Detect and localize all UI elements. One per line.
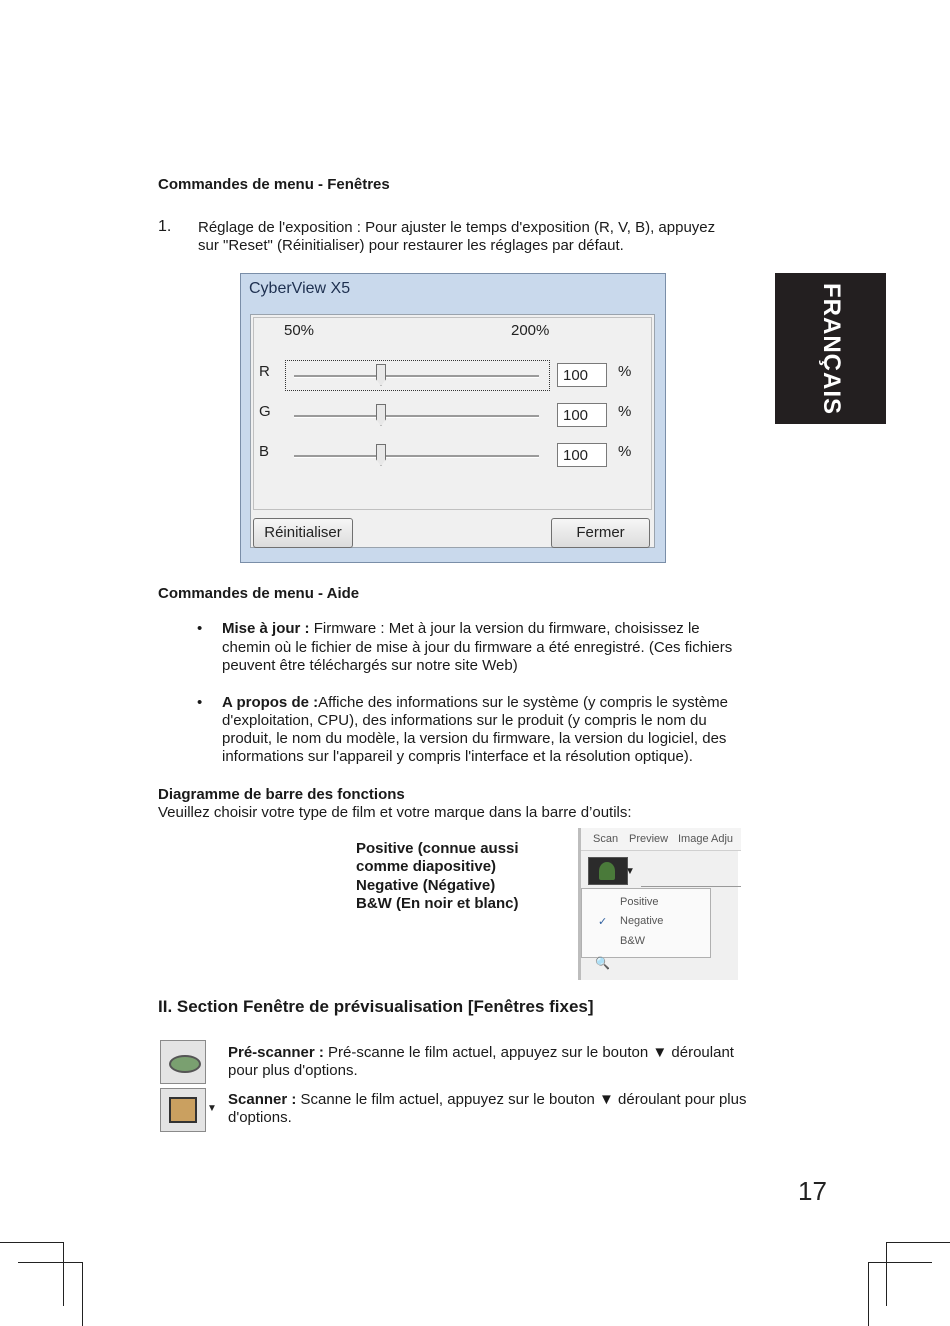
language-tab-label: FRANÇAIS [817,282,845,415]
prescan-title: Pré-scanner : [228,1044,324,1061]
menu-item-bw[interactable]: B&W [620,935,646,947]
channel-r-label: R [259,363,270,380]
crop-mark [886,1242,950,1243]
checkmark-icon: ✓ [598,916,608,928]
crop-mark [886,1242,887,1306]
prescan-line1 [228,1044,734,1062]
language-tab [775,273,886,424]
about-title: A propos de : [222,694,319,711]
film-strip-icon [169,1097,197,1123]
film-option-line3: Negative (Négative) [356,877,496,894]
scan-line1 [228,1091,746,1109]
bullet-dot: • [197,620,203,637]
about-line1 [222,694,728,712]
menu-item-positive[interactable]: Positive [620,896,659,908]
about-text: Affiche des informations sur le système (y compris le système [318,694,728,711]
channel-g-track [294,415,539,418]
windows-menu-heading: Commandes de menu - Fenêtres [158,176,390,193]
prescan-line2: pour plus d'options. [228,1062,358,1079]
close-button[interactable]: Fermer [551,518,650,548]
exposure-text-line2: sur "Reset" (Réinitialiser) pour restaurer les réglages par défaut. [198,237,624,254]
exposure-text-line1: Réglage de l'exposition : Pour ajuster le temps d'exposition (R, V, B), appuyez [198,219,716,236]
menu-item-negative[interactable]: Negative [620,915,664,927]
channel-g-input[interactable]: 100 [557,403,607,427]
film-icon-figure [599,862,615,880]
about-line2: d'exploitation, CPU), des informations sur le produit (y compris le nom du [222,712,707,729]
cyberview-dialog [240,273,666,563]
dialog-panel [250,314,655,548]
exposure-group [253,317,652,510]
scan-dropdown-arrow[interactable]: ▼ [207,1103,217,1114]
film-type-dropdown-arrow[interactable]: ▼ [625,866,635,877]
channel-b-label: B [259,443,270,460]
channel-b-track [294,455,539,458]
channel-r-track [294,375,539,378]
update-line3: peuvent être téléchargés sur notre site Web) [222,657,518,674]
crop-mark [18,1262,82,1263]
update-line1 [222,620,700,638]
update-text: Firmware : Met à jour la version du firmware, choisissez le [309,620,700,637]
channel-b-input[interactable]: 100 [557,443,607,467]
scan-line2: d'options. [228,1109,292,1126]
film-option-line4: B&W (En noir et blanc) [356,895,519,912]
channel-g-unit: % [618,403,632,420]
channel-g-label: G [259,403,271,420]
prescan-text: Pré-scanne le film actuel, appuyez sur le bouton ▼ déroulant [323,1044,734,1061]
scale-min-label: 50% [284,322,315,339]
help-menu-heading: Commandes de menu - Aide [158,585,360,602]
magnifier-icon[interactable]: 🔍 [595,956,610,970]
scan-icon[interactable] [160,1088,206,1132]
reset-button[interactable]: Réinitialiser [253,518,353,548]
film-option-line2: comme diapositive) [356,858,497,875]
prescan-icon[interactable] [160,1040,206,1084]
crop-mark [868,1262,869,1326]
about-line3: produit, le nom du modèle, la version du firmware, la version du logiciel, des [222,730,727,747]
bullet-dot: • [197,694,203,711]
scan-text: Scanne le film actuel, appuyez sur le bouton ▼ déroulant pour plus [296,1091,747,1108]
menu-image-adjust[interactable]: Image Adju [678,833,734,845]
channel-r-input[interactable]: 100 [557,363,607,387]
about-line4: informations sur l'appareil y compris l'interface et la résolution optique). [222,748,693,765]
toolbar-intro: Veuillez choisir votre type de film et votre marque dans la barre d’outils: [158,804,632,821]
crop-mark [63,1242,64,1306]
toolbar-screenshot [578,828,738,980]
scale-max-label: 200% [511,322,550,339]
toolbar-menubar [581,828,741,851]
preview-section-heading: II. Section Fenêtre de prévisualisation [Fenêtres fixes] [158,997,594,1016]
film-option-line1: Positive (connue aussi [356,840,519,857]
crop-mark [82,1262,83,1326]
film-type-menu [581,888,711,958]
toolbar-separator [641,886,741,887]
scan-title: Scanner : [228,1091,297,1108]
update-title: Mise à jour : [222,620,310,637]
menu-preview[interactable]: Preview [629,833,669,845]
channel-g-slider[interactable] [376,404,386,426]
dialog-title: CyberView X5 [249,280,351,297]
crop-mark [0,1242,64,1243]
eye-icon [169,1055,201,1073]
channel-b-unit: % [618,443,632,460]
channel-r-unit: % [618,363,632,380]
crop-mark [868,1262,932,1263]
film-type-icon[interactable] [588,857,628,885]
toolbar-heading: Diagramme de barre des fonctions [158,786,405,803]
menu-scan[interactable]: Scan [593,833,619,845]
page-number: 17 [798,1176,827,1206]
update-line2: chemin où le fichier de mise à jour du firmware a été enregistré. (Ces fichiers [222,639,733,656]
channel-b-slider[interactable] [376,444,386,466]
item-number: 1. [158,218,172,235]
